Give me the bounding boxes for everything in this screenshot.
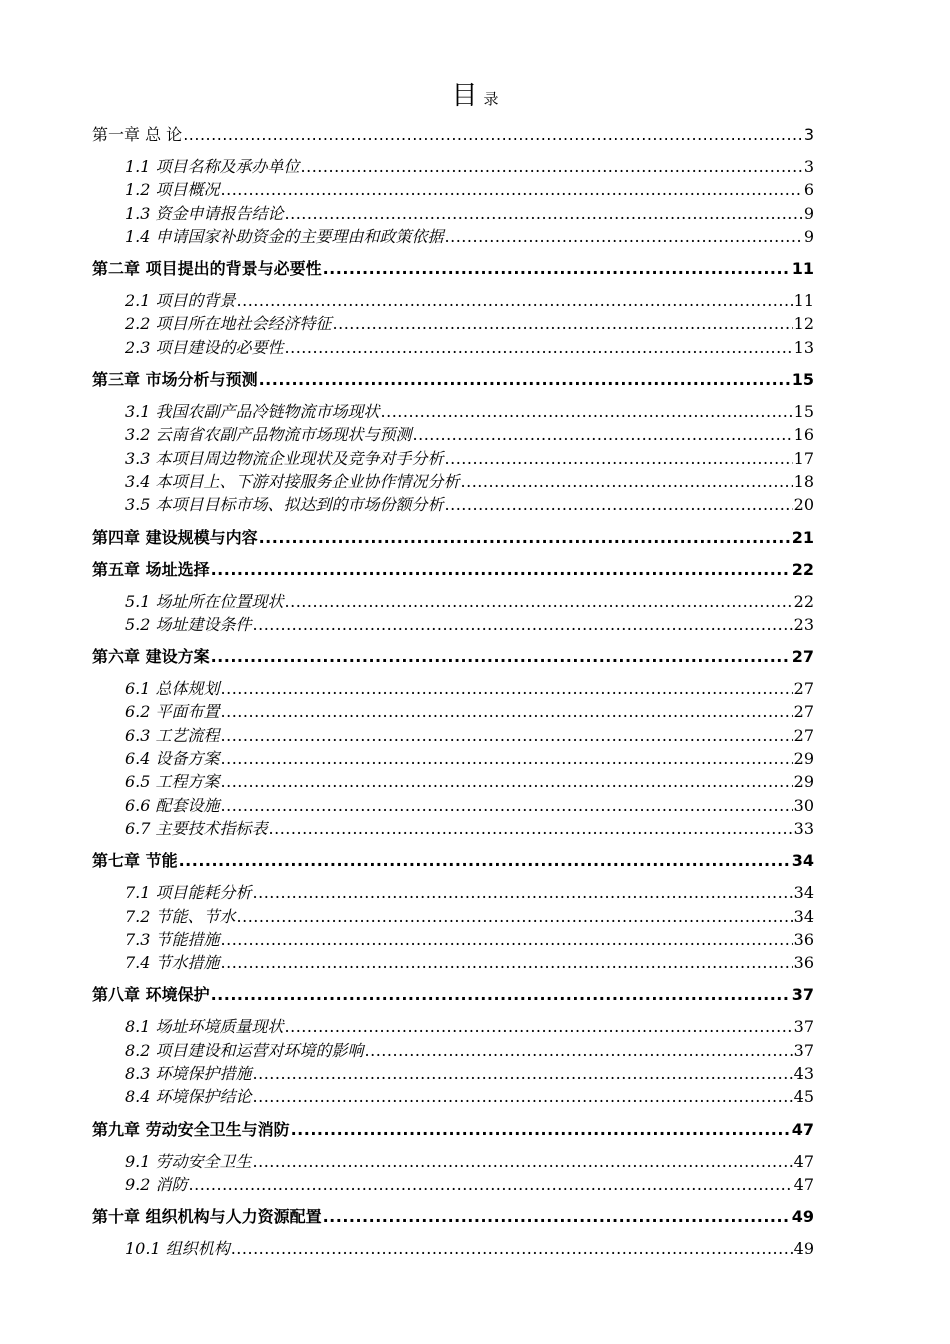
- toc-page-number: 3: [803, 157, 814, 176]
- toc-section-entry[interactable]: [92, 400, 814, 423]
- toc-page-number: 21: [791, 527, 814, 547]
- toc-section-entry[interactable]: [92, 881, 814, 904]
- toc-page-number: 34: [791, 851, 814, 871]
- toc-leader-dots: [259, 369, 791, 391]
- toc-leader-dots: [183, 124, 803, 146]
- toc-page-number: 27: [793, 702, 814, 722]
- toc-section-title: 9.1 劳动安全卫生: [125, 1151, 252, 1171]
- toc-leader-dots: [237, 905, 793, 928]
- toc-chapter-entry[interactable]: [92, 369, 814, 391]
- toc-page-number: 20: [793, 495, 814, 515]
- toc-section-entry[interactable]: [92, 724, 814, 747]
- toc-leader-dots: [333, 312, 793, 335]
- toc-leader-dots: [269, 817, 793, 840]
- toc-page-number: 15: [793, 402, 814, 422]
- toc-section-entry[interactable]: [92, 1150, 814, 1173]
- toc-section-entry[interactable]: [92, 289, 814, 312]
- toc-section-title: 6.2 平面布置: [125, 702, 220, 722]
- toc-section-title: 7.2 节能、节水: [125, 906, 236, 926]
- toc-section-title: 1.3 资金申请报告结论: [125, 203, 284, 223]
- toc-page-number: 36: [793, 929, 814, 949]
- toc-leader-dots: [231, 1237, 793, 1260]
- toc-chapter-title: 第一章 总 论: [92, 125, 183, 144]
- toc-section-title: 2.3 项目建设的必要性: [125, 337, 284, 357]
- toc-leader-dots: [445, 493, 793, 516]
- toc-leader-dots: [221, 928, 793, 951]
- toc-page-number: 49: [791, 1207, 814, 1227]
- toc-leader-dots: [291, 1119, 791, 1141]
- toc-section-title: 8.4 环境保护结论: [125, 1087, 252, 1107]
- toc-title-small: 录: [483, 90, 499, 108]
- toc-section-entry[interactable]: [92, 1173, 814, 1196]
- toc-section-entry[interactable]: [92, 817, 814, 840]
- toc-page-number: 6: [803, 180, 814, 200]
- toc-chapter-entry[interactable]: [92, 1119, 814, 1141]
- toc-chapter-entry[interactable]: [92, 646, 814, 668]
- toc-leader-dots: [445, 447, 793, 470]
- toc-section-title: 7.4 节水措施: [125, 953, 220, 973]
- toc-page-number: 27: [793, 679, 814, 699]
- toc-leader-dots: [221, 951, 793, 974]
- toc-leader-dots: [253, 1150, 793, 1173]
- toc-leader-dots: [259, 527, 791, 549]
- toc-page-number: 17: [793, 448, 814, 468]
- toc-page-number: 45: [793, 1087, 814, 1107]
- table-of-contents: [92, 124, 814, 1261]
- toc-leader-dots: [237, 289, 793, 312]
- toc-leader-dots: [285, 336, 793, 359]
- toc-page-number: 49: [793, 1239, 814, 1259]
- toc-section-title: 5.1 场址所在位置现状: [125, 591, 284, 611]
- toc-page-number: 22: [793, 591, 814, 611]
- toc-page-number: 37: [793, 1017, 814, 1037]
- toc-section-entry[interactable]: [92, 1062, 814, 1085]
- toc-page-number: 47: [791, 1119, 814, 1139]
- toc-page-number: 36: [793, 953, 814, 973]
- toc-title: [0, 80, 950, 115]
- toc-title-main: 目: [451, 81, 478, 111]
- toc-section-entry[interactable]: [92, 794, 814, 817]
- toc-page-number: 30: [793, 795, 814, 815]
- toc-section-title: 6.5 工程方案: [125, 772, 220, 792]
- toc-section-entry[interactable]: [92, 928, 814, 951]
- toc-page-number: 22: [791, 559, 814, 579]
- toc-leader-dots: [221, 794, 793, 817]
- toc-section-title: 8.2 项目建设和运营对环境的影响: [125, 1040, 364, 1060]
- toc-section-entry[interactable]: [92, 590, 814, 613]
- toc-leader-dots: [285, 590, 793, 613]
- toc-section-title: 3.4 本项目上、下游对接服务企业协作情况分析: [125, 471, 460, 491]
- toc-leader-dots: [445, 225, 803, 248]
- toc-page-number: 15: [791, 370, 814, 390]
- toc-page-number: 13: [793, 337, 814, 357]
- toc-leader-dots: [323, 258, 791, 280]
- toc-leader-dots: [253, 613, 793, 636]
- toc-leader-dots: [285, 202, 803, 225]
- toc-section-title: 1.4 申请国家补助资金的主要理由和政策依据: [125, 226, 444, 246]
- toc-leader-dots: [221, 724, 793, 747]
- toc-section-title: 6.4 设备方案: [125, 749, 220, 769]
- toc-section-title: 6.1 总体规划: [125, 679, 220, 699]
- toc-leader-dots: [323, 1206, 791, 1228]
- toc-section-entry[interactable]: [92, 470, 814, 493]
- toc-page-number: 3: [803, 125, 814, 144]
- toc-chapter-entry[interactable]: [92, 124, 814, 146]
- toc-section-entry[interactable]: [92, 178, 814, 201]
- toc-leader-dots: [221, 770, 793, 793]
- toc-section-entry[interactable]: [92, 447, 814, 470]
- toc-section-title: 3.1 我国农副产品冷链物流市场现状: [125, 402, 380, 422]
- toc-leader-dots: [221, 178, 803, 201]
- toc-section-title: 5.2 场址建设条件: [125, 614, 252, 634]
- toc-page-number: 12: [793, 314, 814, 334]
- toc-section-entry[interactable]: [92, 155, 814, 178]
- toc-section-entry[interactable]: [92, 700, 814, 723]
- toc-page-number: 23: [793, 614, 814, 634]
- toc-page-number: 9: [803, 226, 814, 246]
- toc-page-number: 11: [793, 291, 814, 311]
- toc-page-number: 33: [793, 818, 814, 838]
- toc-section-entry[interactable]: [92, 202, 814, 225]
- toc-leader-dots: [253, 881, 793, 904]
- toc-chapter-entry[interactable]: [92, 1206, 814, 1228]
- toc-section-title: 9.2 消防: [125, 1174, 188, 1194]
- toc-chapter-entry[interactable]: [92, 258, 814, 280]
- toc-section-title: 2.1 项目的背景: [125, 291, 236, 311]
- toc-leader-dots: [301, 155, 803, 178]
- toc-section-entry[interactable]: [92, 613, 814, 636]
- toc-section-title: 6.3 工艺流程: [125, 725, 220, 745]
- toc-section-entry[interactable]: [92, 336, 814, 359]
- toc-section-entry[interactable]: [92, 905, 814, 928]
- toc-chapter-entry[interactable]: [92, 559, 814, 581]
- toc-page-number: 37: [791, 985, 814, 1005]
- toc-section-title: 1.2 项目概况: [125, 180, 220, 200]
- toc-section-entry[interactable]: [92, 1015, 814, 1038]
- toc-chapter-title: 第二章 项目提出的背景与必要性: [92, 259, 322, 279]
- toc-section-title: 10.1 组织机构: [125, 1239, 230, 1259]
- toc-page-number: 9: [803, 203, 814, 223]
- toc-page-number: 29: [793, 772, 814, 792]
- toc-section-title: 3.2 云南省农副产品物流市场现状与预测: [125, 425, 412, 445]
- toc-leader-dots: [365, 1039, 793, 1062]
- toc-leader-dots: [253, 1062, 793, 1085]
- toc-section-title: 8.3 环境保护措施: [125, 1064, 252, 1084]
- toc-chapter-entry[interactable]: [92, 850, 814, 872]
- toc-section-entry[interactable]: [92, 1237, 814, 1260]
- toc-chapter-title: 第七章 节能: [92, 851, 178, 871]
- toc-page-number: 27: [791, 647, 814, 667]
- toc-section-title: 6.7 主要技术指标表: [125, 818, 268, 838]
- toc-section-entry[interactable]: [92, 677, 814, 700]
- toc-page-number: 34: [793, 883, 814, 903]
- toc-section-title: 3.3 本项目周边物流企业现状及竞争对手分析: [125, 448, 444, 468]
- toc-chapter-title: 第十章 组织机构与人力资源配置: [92, 1207, 322, 1227]
- toc-leader-dots: [285, 1015, 793, 1038]
- toc-section-entry[interactable]: [92, 747, 814, 770]
- toc-leader-dots: [221, 700, 793, 723]
- toc-section-title: 7.3 节能措施: [125, 929, 220, 949]
- toc-leader-dots: [253, 1085, 793, 1108]
- toc-page-number: 47: [793, 1174, 814, 1194]
- toc-section-entry[interactable]: [92, 1039, 814, 1062]
- toc-page-number: 27: [793, 725, 814, 745]
- toc-chapter-entry[interactable]: [92, 527, 814, 549]
- toc-page-number: 18: [793, 471, 814, 491]
- toc-leader-dots: [211, 559, 791, 581]
- toc-section-entry[interactable]: [92, 770, 814, 793]
- toc-section-entry[interactable]: [92, 423, 814, 446]
- toc-leader-dots: [211, 984, 791, 1006]
- toc-leader-dots: [381, 400, 793, 423]
- toc-chapter-title: 第五章 场址选择: [92, 559, 210, 579]
- toc-section-entry[interactable]: [92, 493, 814, 516]
- toc-leader-dots: [189, 1173, 793, 1196]
- toc-section-entry[interactable]: [92, 951, 814, 974]
- toc-page-number: 37: [793, 1040, 814, 1060]
- toc-leader-dots: [221, 677, 793, 700]
- toc-leader-dots: [211, 646, 791, 668]
- toc-page-number: 16: [793, 425, 814, 445]
- toc-chapter-title: 第六章 建设方案: [92, 647, 210, 667]
- toc-section-entry[interactable]: [92, 1085, 814, 1108]
- toc-section-title: 2.2 项目所在地社会经济特征: [125, 314, 332, 334]
- toc-page-number: 43: [793, 1064, 814, 1084]
- toc-section-title: 3.5 本项目目标市场、拟达到的市场份额分析: [125, 495, 444, 515]
- toc-section-entry[interactable]: [92, 225, 814, 248]
- toc-page-number: 11: [791, 259, 814, 279]
- toc-chapter-title: 第九章 劳动安全卫生与消防: [92, 1119, 290, 1139]
- toc-page-number: 34: [793, 906, 814, 926]
- toc-section-title: 1.1 项目名称及承办单位: [125, 157, 300, 176]
- toc-page-number: 47: [793, 1151, 814, 1171]
- toc-section-title: 6.6 配套设施: [125, 795, 220, 815]
- toc-page-number: 29: [793, 749, 814, 769]
- toc-section-title: 8.1 场址环境质量现状: [125, 1017, 284, 1037]
- toc-leader-dots: [221, 747, 793, 770]
- toc-chapter-title: 第四章 建设规模与内容: [92, 527, 258, 547]
- toc-leader-dots: [413, 423, 793, 446]
- toc-section-entry[interactable]: [92, 312, 814, 335]
- toc-leader-dots: [179, 850, 791, 872]
- toc-leader-dots: [461, 470, 793, 493]
- toc-chapter-title: 第八章 环境保护: [92, 985, 210, 1005]
- toc-chapter-entry[interactable]: [92, 984, 814, 1006]
- toc-chapter-title: 第三章 市场分析与预测: [92, 370, 258, 390]
- toc-section-title: 7.1 项目能耗分析: [125, 883, 252, 903]
